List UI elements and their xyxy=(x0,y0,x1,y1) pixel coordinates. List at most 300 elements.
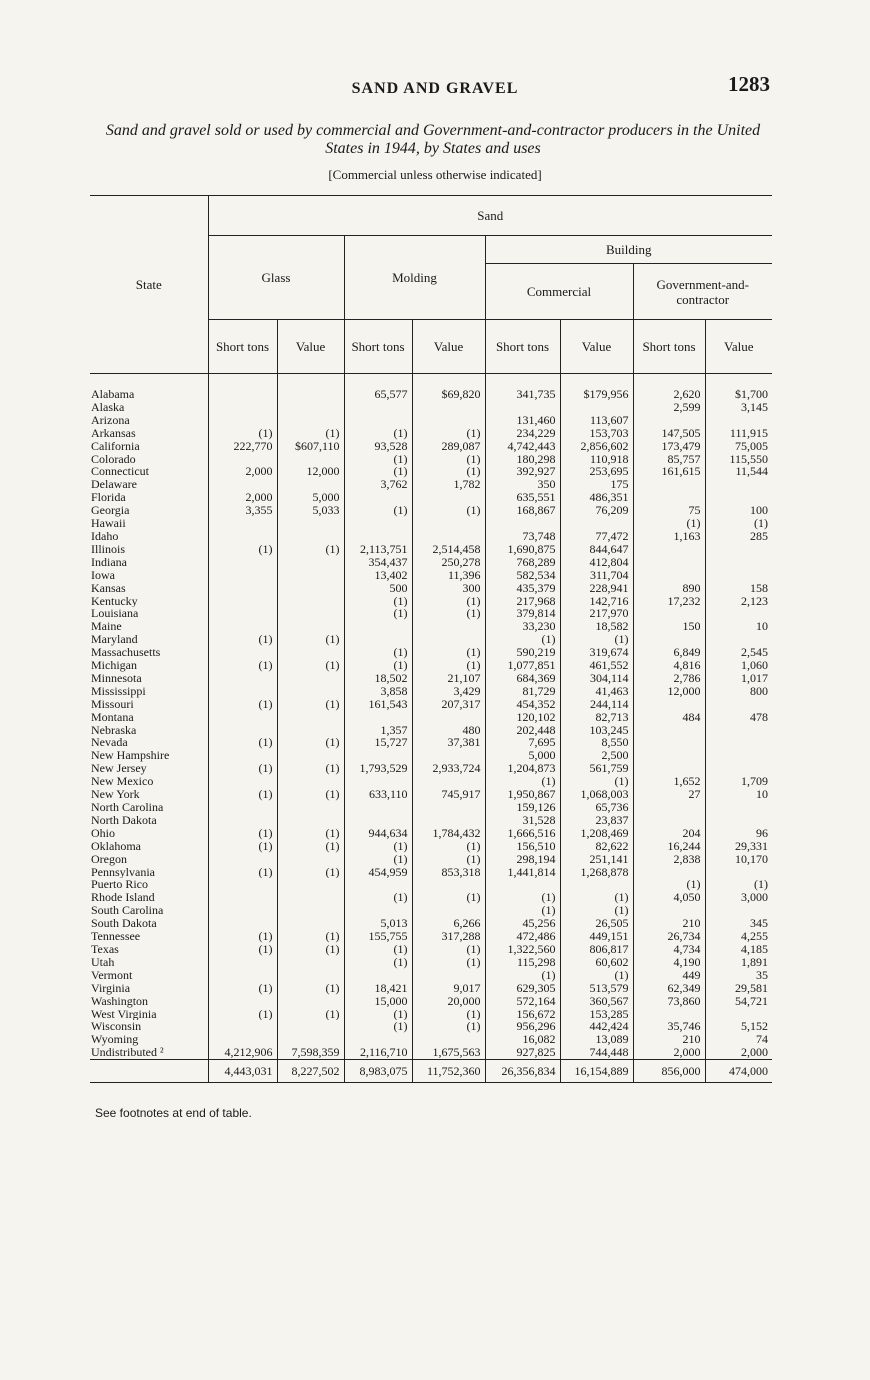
table-cell: 927,825 xyxy=(485,1046,560,1059)
table-cell: 96 xyxy=(756,826,768,840)
table-cell: 251,141 xyxy=(560,853,633,866)
state-name: New Hampshire xyxy=(90,749,208,762)
state-name: Ohio xyxy=(90,827,208,840)
table-cell xyxy=(277,904,344,917)
table-row xyxy=(90,904,772,917)
table-cell: 41,463 xyxy=(560,685,633,698)
table-cell: 1,322,560 xyxy=(485,943,560,956)
table-cell xyxy=(344,801,412,814)
table-row xyxy=(90,530,772,543)
table-cell: 635,551 xyxy=(485,491,560,504)
table-cell: (1) xyxy=(277,866,344,879)
table-row xyxy=(90,775,772,788)
table-cell: 222,770 xyxy=(208,440,277,453)
table-cell xyxy=(344,414,412,427)
table-cell: (1) xyxy=(485,904,560,917)
table-cell: $607,110 xyxy=(277,440,344,453)
table-cell: 1,709 xyxy=(741,775,768,789)
table-cell: (1) xyxy=(277,698,344,711)
table-cell xyxy=(412,749,485,762)
table-cell xyxy=(344,517,412,530)
table-cell xyxy=(208,775,277,788)
table-cell: 75 xyxy=(633,504,705,517)
table-cell: 45,256 xyxy=(485,917,560,930)
table-cell xyxy=(705,1008,772,1021)
table-cell: 156,672 xyxy=(485,1008,560,1021)
table-cell xyxy=(633,814,705,827)
table-cell xyxy=(277,401,344,414)
table-cell: 484 xyxy=(633,711,705,724)
total-cell: 474,000 xyxy=(705,1060,772,1083)
table-cell xyxy=(277,607,344,620)
table-cell xyxy=(277,775,344,788)
state-name: Utah xyxy=(90,956,208,969)
table-cell xyxy=(208,711,277,724)
table-cell xyxy=(208,401,277,414)
table-cell xyxy=(208,582,277,595)
table-cell xyxy=(633,904,705,917)
table-cell xyxy=(208,530,277,543)
table-cell: 3,355 xyxy=(208,504,277,517)
table-cell xyxy=(277,414,344,427)
table-row xyxy=(90,1033,772,1046)
data-table-container xyxy=(90,195,772,1083)
table-cell xyxy=(412,401,485,414)
table-cell xyxy=(344,633,412,646)
table-cell: 2,116,710 xyxy=(344,1046,412,1059)
table-cell: (1) xyxy=(412,1008,485,1021)
table-cell xyxy=(412,814,485,827)
table-cell xyxy=(208,569,277,582)
table-row xyxy=(90,866,772,879)
table-cell: 26,734 xyxy=(633,930,705,943)
table-cell: 486,351 xyxy=(560,491,633,504)
state-name: North Carolina xyxy=(90,801,208,814)
table-cell: (1) xyxy=(344,504,412,517)
table-cell xyxy=(633,749,705,762)
table-cell: 3,762 xyxy=(344,478,412,491)
table-cell: 217,970 xyxy=(560,607,633,620)
table-cell xyxy=(277,749,344,762)
table-cell: 13,089 xyxy=(560,1033,633,1046)
table-cell: 354,437 xyxy=(344,556,412,569)
table-cell xyxy=(560,878,633,891)
table-cell: 304,114 xyxy=(560,672,633,685)
table-row xyxy=(90,1008,772,1021)
table-cell: 1,782 xyxy=(412,478,485,491)
table-cell: (1) xyxy=(344,943,412,956)
table-cell: (1) xyxy=(412,595,485,608)
table-cell: (1) xyxy=(208,866,277,879)
state-name: Alaska xyxy=(90,401,208,414)
table-cell: 2,838 xyxy=(633,853,705,866)
table-cell: 10 xyxy=(756,788,768,801)
table-cell xyxy=(705,904,772,917)
table-cell xyxy=(633,478,705,491)
state-name: Kentucky xyxy=(90,595,208,608)
table-cell xyxy=(705,543,772,556)
state-name: California xyxy=(90,440,208,453)
table-cell: (1) xyxy=(208,943,277,956)
table-cell xyxy=(412,969,485,982)
state-name: Vermont xyxy=(90,969,208,982)
table-cell xyxy=(705,724,772,737)
table-cell: 319,674 xyxy=(560,646,633,659)
table-cell: 155,755 xyxy=(344,930,412,943)
table-cell xyxy=(208,672,277,685)
table-cell: (1) xyxy=(344,1008,412,1021)
table-cell: (1) xyxy=(412,453,485,466)
table-cell xyxy=(208,685,277,698)
table-cell xyxy=(277,801,344,814)
table-cell: (1) xyxy=(560,775,633,788)
table-cell xyxy=(633,698,705,711)
table-subcaption: [Commercial unless otherwise indicated] xyxy=(328,167,542,182)
table-cell: (1) xyxy=(277,1008,344,1021)
state-name: South Carolina xyxy=(90,904,208,917)
table-cell: 9,017 xyxy=(412,982,485,995)
table-cell xyxy=(344,775,412,788)
table-cell: 449 xyxy=(633,969,705,982)
table-cell: 12,000 xyxy=(633,685,705,698)
table-cell: 35,746 xyxy=(633,1020,705,1033)
total-cell: 856,000 xyxy=(633,1060,705,1083)
table-cell xyxy=(208,595,277,608)
table-cell xyxy=(277,530,344,543)
table-cell: (1) xyxy=(560,891,633,904)
header-state: State xyxy=(90,196,208,374)
table-cell xyxy=(485,878,560,891)
table-cell xyxy=(705,698,772,711)
table-cell xyxy=(485,517,560,530)
table-cell: 1,268,878 xyxy=(560,866,633,879)
table-row xyxy=(90,633,772,646)
state-name: Maryland xyxy=(90,633,208,646)
table-cell: 345 xyxy=(750,917,768,931)
table-cell: 5,152 xyxy=(741,1020,768,1034)
state-name: Delaware xyxy=(90,478,208,491)
table-cell xyxy=(412,633,485,646)
table-cell: 75,005 xyxy=(735,439,768,453)
state-name: Oklahoma xyxy=(90,840,208,853)
table-cell: 153,703 xyxy=(560,427,633,440)
table-cell: 18,421 xyxy=(344,982,412,995)
table-cell: (1) xyxy=(344,659,412,672)
table-cell: (1) xyxy=(208,762,277,775)
table-cell: (1) xyxy=(277,788,344,801)
table-cell: (1) xyxy=(344,840,412,853)
table-cell xyxy=(208,1033,277,1046)
table-cell: (1) xyxy=(412,465,485,478)
table-cell: (1) xyxy=(277,943,344,956)
table-row xyxy=(90,556,772,569)
table-cell: 480 xyxy=(412,724,485,737)
table-cell: (1) xyxy=(344,853,412,866)
table-cell: (1) xyxy=(412,943,485,956)
table-cell: (1) xyxy=(277,543,344,556)
table-cell xyxy=(277,620,344,633)
table-cell: (1) xyxy=(277,827,344,840)
table-cell: 120,102 xyxy=(485,711,560,724)
subheader-short-tons: Short tons xyxy=(208,320,277,374)
table-cell xyxy=(705,633,772,646)
header-molding: Molding xyxy=(344,236,485,320)
table-cell: 944,634 xyxy=(344,827,412,840)
table-cell xyxy=(277,969,344,982)
table-cell xyxy=(208,517,277,530)
table-cell: 204 xyxy=(633,827,705,840)
table-cell xyxy=(344,711,412,724)
table-cell: 561,759 xyxy=(560,762,633,775)
table-row xyxy=(90,440,772,453)
table-cell xyxy=(560,401,633,414)
table-cell xyxy=(208,995,277,1008)
table-cell: 2,933,724 xyxy=(412,762,485,775)
state-name: Massachusetts xyxy=(90,646,208,659)
table-cell: 2,000 xyxy=(633,1046,705,1059)
table-row xyxy=(90,478,772,491)
table-cell xyxy=(208,1020,277,1033)
table-row xyxy=(90,401,772,414)
table-cell: 82,713 xyxy=(560,711,633,724)
table-cell xyxy=(208,969,277,982)
state-name: Puerto Rico xyxy=(90,878,208,891)
table-cell: 26,505 xyxy=(560,917,633,930)
table-cell: 17,232 xyxy=(633,595,705,608)
state-name: Virginia xyxy=(90,982,208,995)
table-cell xyxy=(277,917,344,930)
table-row xyxy=(90,917,772,930)
table-cell xyxy=(705,736,772,749)
state-name: Tennessee xyxy=(90,930,208,943)
table-cell: 4,185 xyxy=(741,942,768,956)
table-cell xyxy=(208,724,277,737)
table-cell: (1) xyxy=(208,543,277,556)
state-name: Iowa xyxy=(90,569,208,582)
state-name: Georgia xyxy=(90,504,208,517)
table-cell: (1) xyxy=(412,891,485,904)
table-cell: 300 xyxy=(412,582,485,595)
table-cell: (1) xyxy=(208,1008,277,1021)
table-cell: (1) xyxy=(754,517,768,530)
table-cell: (1) xyxy=(485,633,560,646)
state-name: Rhode Island xyxy=(90,891,208,904)
table-cell xyxy=(705,414,772,427)
table-cell xyxy=(208,453,277,466)
table-cell: 3,858 xyxy=(344,685,412,698)
table-row xyxy=(90,930,772,943)
table-cell xyxy=(633,543,705,556)
table-cell: 4,734 xyxy=(633,943,705,956)
table-cell xyxy=(277,724,344,737)
table-cell xyxy=(277,1020,344,1033)
table-cell xyxy=(344,969,412,982)
table-cell: (1) xyxy=(277,736,344,749)
table-cell xyxy=(633,414,705,427)
table-cell: 250,278 xyxy=(412,556,485,569)
total-cell: 8,227,502 xyxy=(277,1060,344,1083)
table-cell: 65,736 xyxy=(560,801,633,814)
table-cell xyxy=(412,517,485,530)
table-cell xyxy=(633,491,705,504)
table-cell xyxy=(208,956,277,969)
table-row xyxy=(90,504,772,517)
table-cell xyxy=(208,374,277,401)
table-cell: 11,544 xyxy=(735,465,768,479)
table-cell xyxy=(633,866,705,879)
table-cell: 590,219 xyxy=(485,646,560,659)
table-cell: 65,577 xyxy=(344,374,412,401)
table-cell: 113,607 xyxy=(560,414,633,427)
state-name: Wisconsin xyxy=(90,1020,208,1033)
table-cell: 210 xyxy=(633,1033,705,1046)
table-cell: (1) xyxy=(277,762,344,775)
table-cell: 2,500 xyxy=(560,749,633,762)
state-name: Colorado xyxy=(90,453,208,466)
table-cell xyxy=(277,646,344,659)
table-cell xyxy=(705,569,772,582)
table-row xyxy=(90,543,772,556)
table-cell: 73,860 xyxy=(633,995,705,1008)
table-cell: (1) xyxy=(277,633,344,646)
table-row xyxy=(90,646,772,659)
table-cell: 298,194 xyxy=(485,853,560,866)
table-row xyxy=(90,569,772,582)
table-cell: 228,941 xyxy=(560,582,633,595)
table-cell: 60,602 xyxy=(560,956,633,969)
table-cell: (1) xyxy=(485,891,560,904)
table-cell xyxy=(705,478,772,491)
table-cell: 768,289 xyxy=(485,556,560,569)
table-cell xyxy=(705,801,772,814)
table-cell xyxy=(277,878,344,891)
total-cell: 8,983,075 xyxy=(344,1060,412,1083)
state-name: Minnesota xyxy=(90,672,208,685)
table-cell: (1) xyxy=(344,646,412,659)
table-cell: 6,849 xyxy=(633,646,705,659)
table-cell: 54,721 xyxy=(735,994,768,1008)
table-cell: 472,486 xyxy=(485,930,560,943)
table-cell: 1,891 xyxy=(741,955,768,969)
table-cell: 745,917 xyxy=(412,788,485,801)
table-cell: 147,505 xyxy=(633,427,705,440)
table-cell: (1) xyxy=(208,736,277,749)
table-cell: (1) xyxy=(344,891,412,904)
table-row xyxy=(90,465,772,478)
table-cell xyxy=(277,956,344,969)
table-cell xyxy=(208,414,277,427)
table-row xyxy=(90,943,772,956)
table-cell: 6,266 xyxy=(412,917,485,930)
table-cell xyxy=(208,801,277,814)
table-cell: 633,110 xyxy=(344,788,412,801)
table-cell xyxy=(277,685,344,698)
state-name: West Virginia xyxy=(90,1008,208,1021)
table-cell: 103,245 xyxy=(560,724,633,737)
table-cell: 244,114 xyxy=(560,698,633,711)
table-cell xyxy=(633,569,705,582)
table-cell: 23,837 xyxy=(560,814,633,827)
table-cell: (1) xyxy=(412,840,485,853)
table-cell: 392,927 xyxy=(485,465,560,478)
table-cell xyxy=(208,891,277,904)
table-cell: (1) xyxy=(208,982,277,995)
table-cell: (1) xyxy=(277,982,344,995)
table-cell xyxy=(277,711,344,724)
table-cell: 4,816 xyxy=(633,659,705,672)
table-cell: 82,622 xyxy=(560,840,633,853)
table-cell: 2,000 xyxy=(741,1046,768,1060)
table-row xyxy=(90,724,772,737)
table-cell: 16,082 xyxy=(485,1033,560,1046)
table-cell xyxy=(277,374,344,401)
table-cell xyxy=(344,878,412,891)
table-cell: $179,956 xyxy=(560,374,633,401)
table-cell: (1) xyxy=(208,840,277,853)
state-name: Michigan xyxy=(90,659,208,672)
state-name: Oregon xyxy=(90,853,208,866)
table-cell: 202,448 xyxy=(485,724,560,737)
table-cell: (1) xyxy=(344,607,412,620)
table-row xyxy=(90,749,772,762)
table-cell xyxy=(344,904,412,917)
table-row xyxy=(90,762,772,775)
state-name: Illinois xyxy=(90,543,208,556)
state-name: Alabama xyxy=(90,374,208,401)
table-cell: 207,317 xyxy=(412,698,485,711)
table-cell: 853,318 xyxy=(412,866,485,879)
table-cell: 3,000 xyxy=(741,891,768,905)
table-cell xyxy=(705,491,772,504)
table-cell: (1) xyxy=(754,878,768,892)
table-cell: 15,727 xyxy=(344,736,412,749)
table-cell xyxy=(412,530,485,543)
table-cell: 572,164 xyxy=(485,995,560,1008)
table-cell: 1,441,814 xyxy=(485,866,560,879)
table-cell xyxy=(208,814,277,827)
table-cell xyxy=(633,633,705,646)
header-sand: Sand xyxy=(208,196,772,236)
table-cell: 161,543 xyxy=(344,698,412,711)
table-cell: 115,298 xyxy=(485,956,560,969)
table-row xyxy=(90,1046,772,1059)
table-row xyxy=(90,982,772,995)
table-cell xyxy=(208,556,277,569)
table-cell xyxy=(412,414,485,427)
table-cell: (1) xyxy=(208,930,277,943)
table-cell: (1) xyxy=(412,646,485,659)
table-cell xyxy=(633,762,705,775)
footnote: See footnotes at end of table. xyxy=(95,1106,252,1120)
table-cell: 13,402 xyxy=(344,569,412,582)
table-cell: $69,820 xyxy=(412,374,485,401)
table-cell xyxy=(560,517,633,530)
state-name: New Jersey xyxy=(90,762,208,775)
table-cell: (1) xyxy=(277,427,344,440)
table-row xyxy=(90,1020,772,1033)
table-cell: (1) xyxy=(344,595,412,608)
total-cell: 11,752,360 xyxy=(412,1060,485,1083)
table-cell: 37,381 xyxy=(412,736,485,749)
table-cell: 1,357 xyxy=(344,724,412,737)
table-cell: 10 xyxy=(756,620,768,634)
table-cell: 800 xyxy=(750,684,768,698)
table-row xyxy=(90,711,772,724)
table-cell: 4,190 xyxy=(633,956,705,969)
table-cell: 317,288 xyxy=(412,930,485,943)
state-name: Idaho xyxy=(90,530,208,543)
table-row xyxy=(90,414,772,427)
